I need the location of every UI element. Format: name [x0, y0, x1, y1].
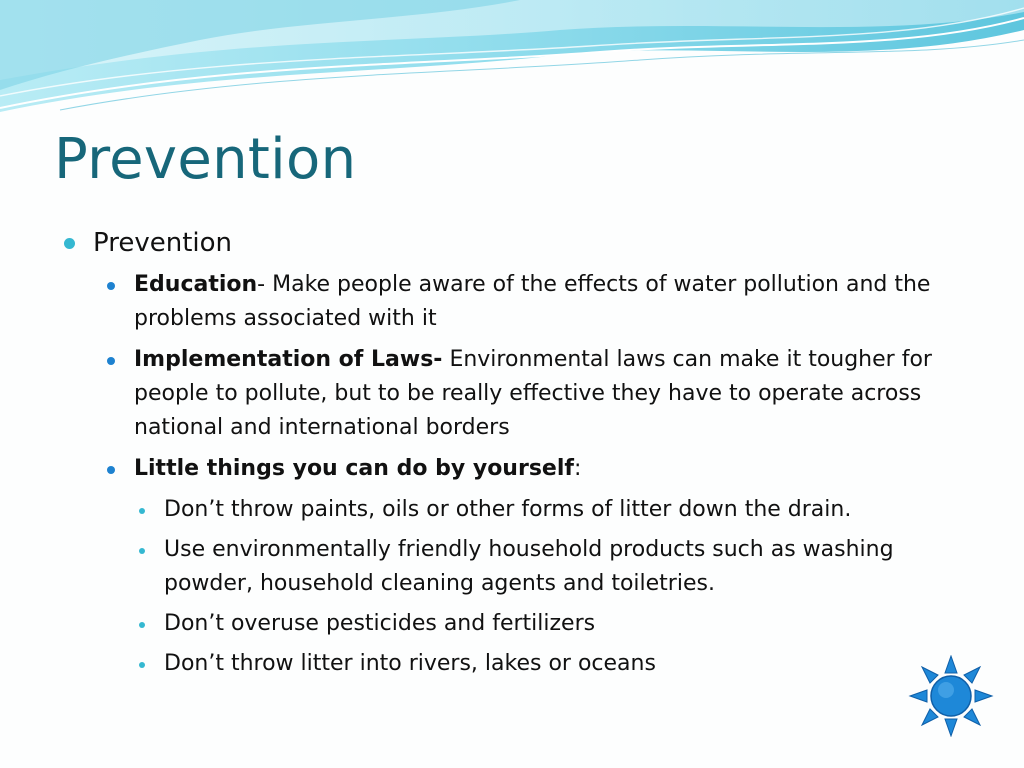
bullet-bold-label: Education [134, 272, 258, 297]
bullet-level1: Prevention [60, 226, 980, 260]
bullet-list [60, 226, 980, 687]
bullet-bold-label: Implementation of Laws- [134, 347, 443, 372]
bullet-little-things [104, 452, 980, 486]
sub-bullet: Don’t overuse pesticides and fertilizers [134, 607, 980, 641]
sub-bullet: Use environmentally friendly household products such as washing powder, household cleaning agents and toiletries. [134, 533, 980, 601]
bullet-text: : [573, 456, 582, 481]
bullet-bold-label: Little things you can do by yourself [134, 456, 574, 481]
bullet-education [104, 268, 980, 336]
sun-icon [908, 655, 994, 737]
wave-banner [0, 0, 1024, 130]
slide-title: Prevention [54, 127, 357, 192]
sub-bullet: Don’t throw litter into rivers, lakes or oceans [134, 647, 980, 681]
sub-bullet: Don’t throw paints, oils or other forms of litter down the drain. [134, 493, 980, 527]
bullet-laws [104, 343, 980, 445]
bullet-text: - Make people aware of the effects of water pollution and the problems associated with it [134, 272, 931, 331]
bullet-text: Environmental laws can make it tougher for people to pollute, but to be really effective they have to operate across national and international borders [134, 347, 932, 440]
